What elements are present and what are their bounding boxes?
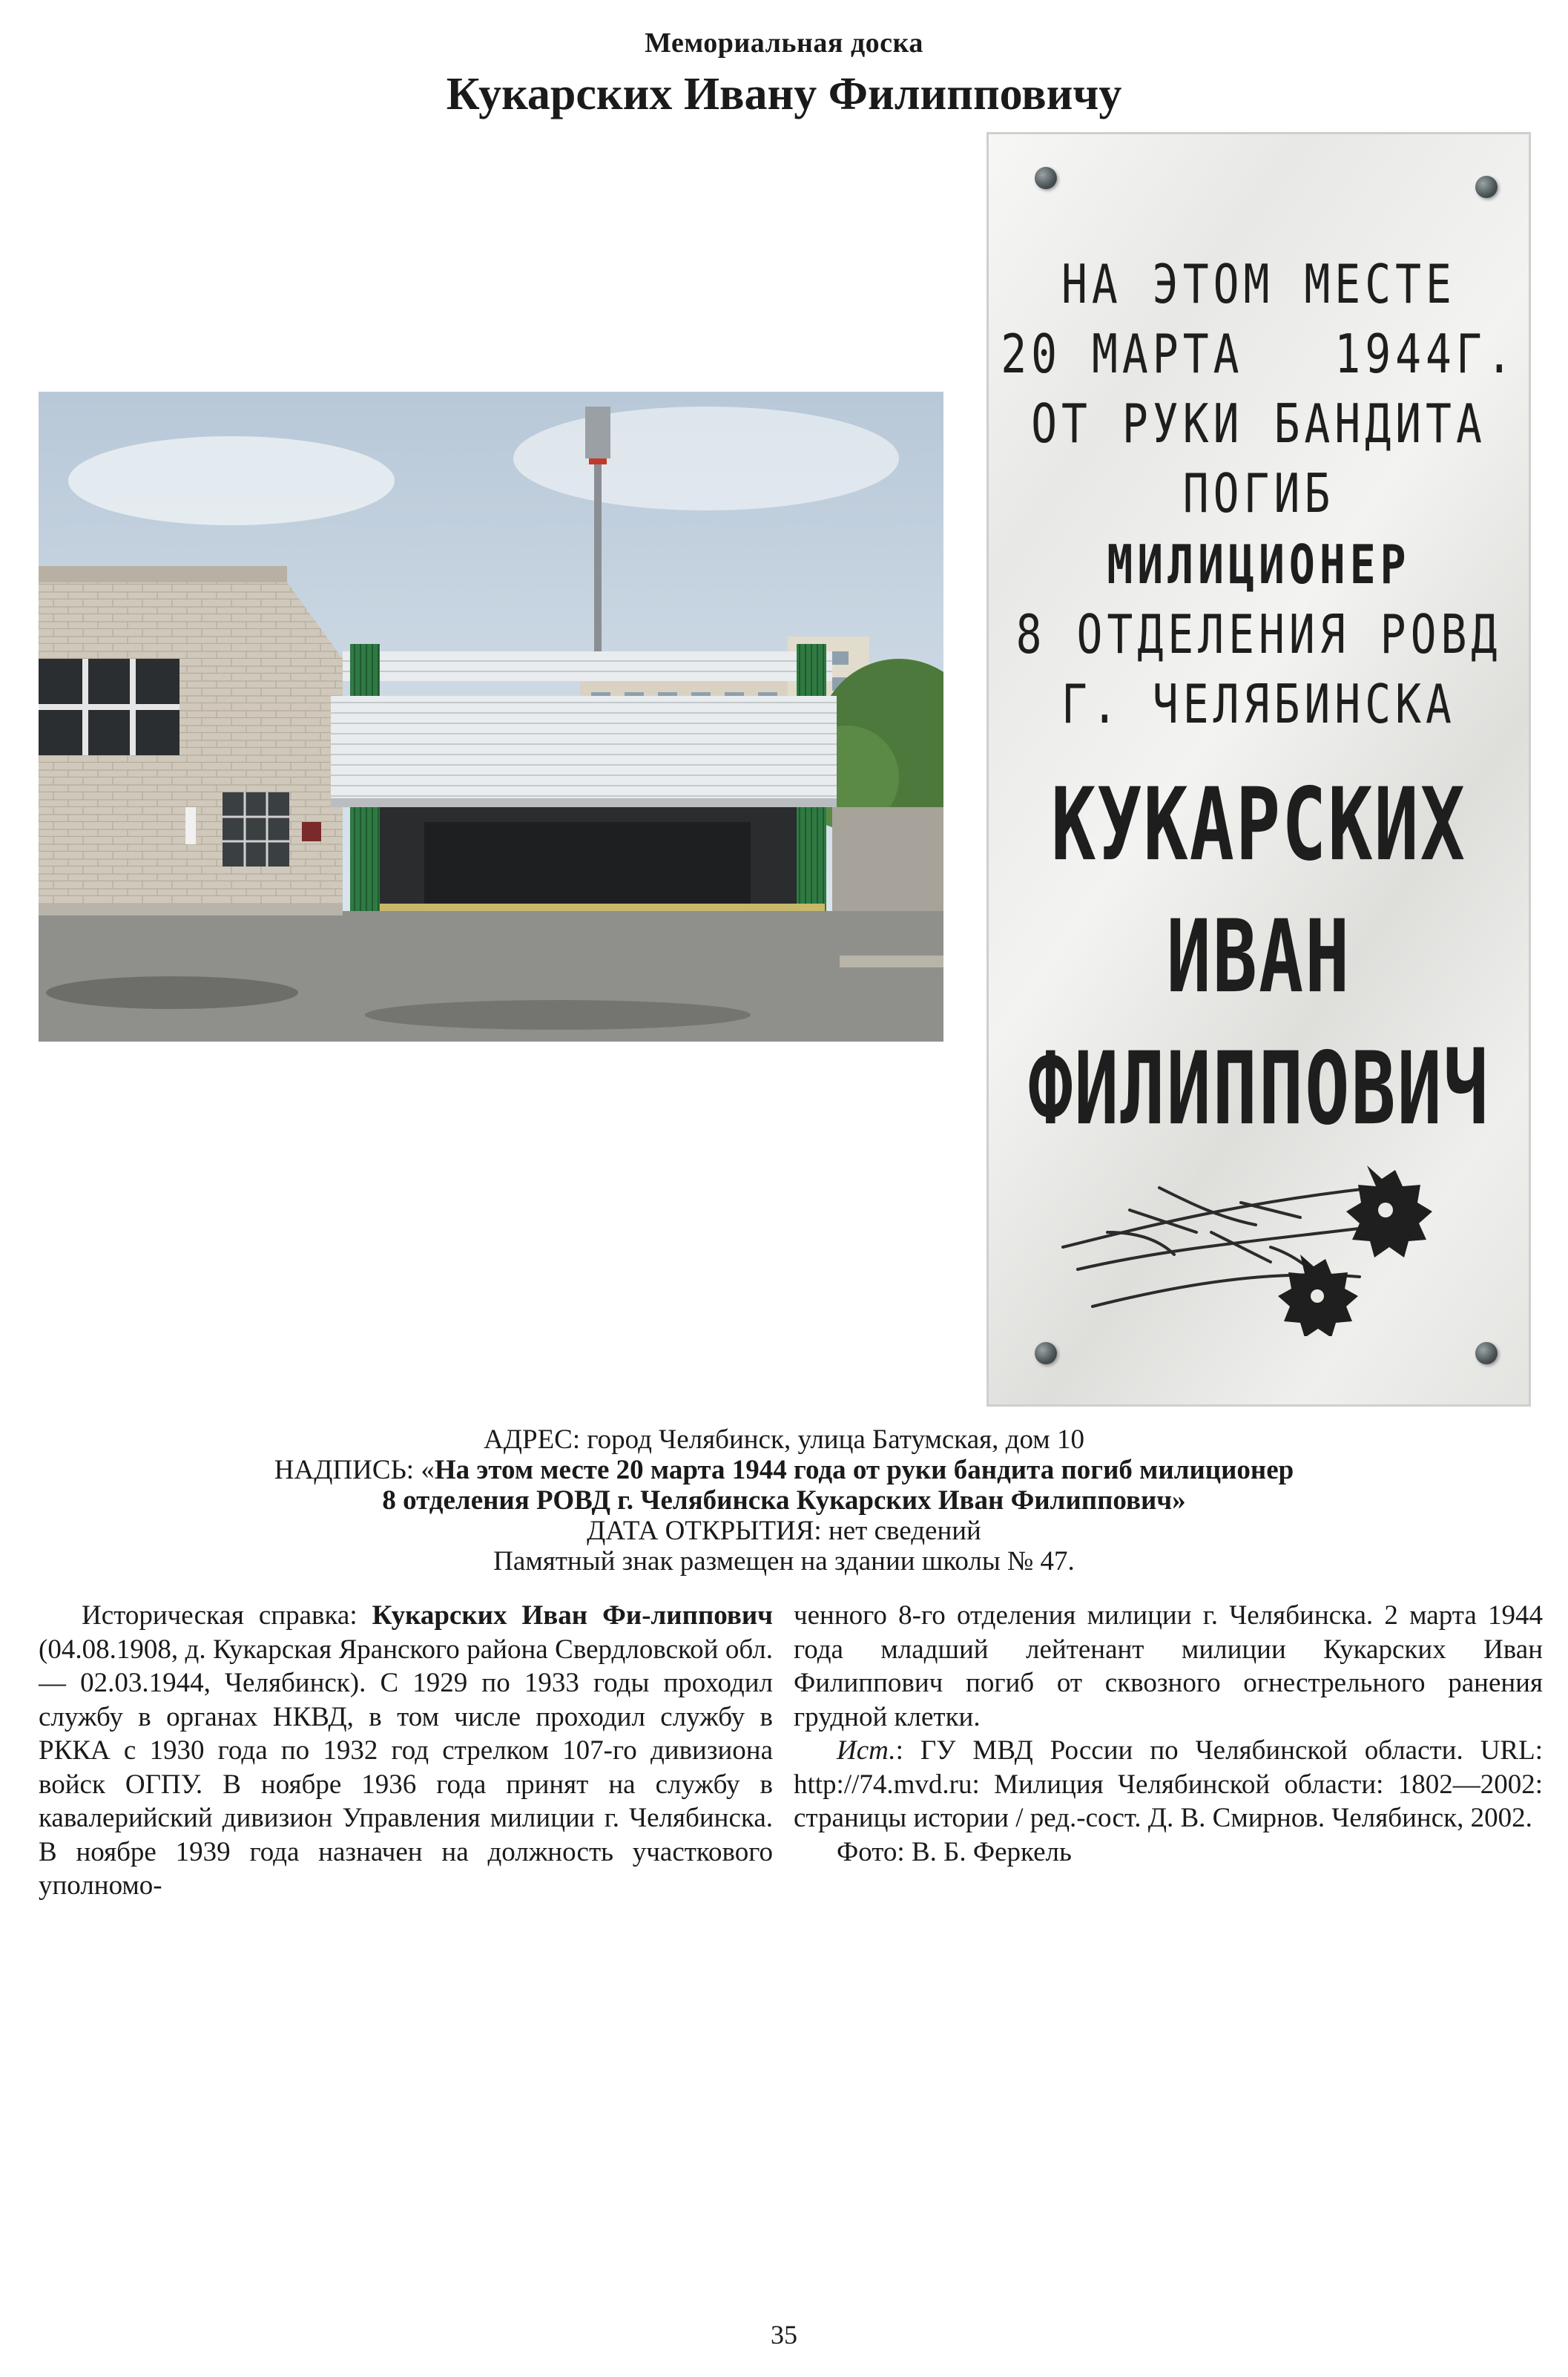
location-note: Памятный знак размещен на здании школы № 47. [493,1546,1075,1577]
inscription-text-2: 8 отделения РОВД г. Челябинска Кукарских Иван Филиппович» [382,1485,1186,1516]
address-value: город Челябинск, улица Батумская, дом 10 [587,1424,1084,1455]
memorial-plaque [986,132,1531,1407]
opening-value: нет сведений [828,1516,981,1546]
bolt-top-left [1035,167,1057,189]
building-photo [39,392,943,1042]
plaque-line-2: 20 МАРТА 1944Г. [1001,322,1517,386]
history-paragraph [39,1599,773,1903]
opening-label: ДАТА ОТКРЫТИЯ: [587,1516,822,1546]
history-column-right [794,1599,1543,1869]
inscription-line-2 [0,1485,1568,1516]
inscription-text-1: На этом месте 20 марта 1944 года от руки бандита погиб милиционер [434,1455,1294,1485]
address-label: АДРЕС: [484,1424,581,1455]
inscription-line-1 [0,1455,1568,1485]
bolt-bottom-right [1475,1342,1498,1364]
plaque-line-7: Г. ЧЕЛЯБИНСКА [1061,672,1456,736]
info-block [0,1424,1568,1577]
history-continuation: ченного 8-го отделения милиции г. Челябинска. 2 марта 1944 года младший лейтенант милиции Кукарских Иван Филиппович погиб от сквозного огнестрельного ранения грудной клетки. [794,1600,1543,1732]
opening-date-line [0,1516,1568,1546]
photo-credit: Фото: В. Б. Феркель [837,1836,1072,1867]
sources-paragraph [794,1734,1543,1835]
sources-label: Ист. [837,1735,896,1766]
plaque-line-1: НА ЭТОМ МЕСТЕ [1061,252,1456,316]
sources-text: : ГУ МВД России по Челябинской области. URL: http://74.mvd.ru: Милиция Челябинской области: 1802—2002: страницы истории / ред.-сост. Д. В. Смирнов. Челябинск, 2002. [794,1735,1543,1833]
page-number: 35 [771,2320,797,2350]
history-label: Историческая справка: [82,1600,372,1631]
history-column-left [39,1599,773,1903]
plaque-line-6: 8 ОТДЕЛЕНИЯ РОВД [1015,602,1502,666]
history-body: (04.08.1908, д. Кукарская Яранского района Свердловской обл. — 02.03.1944, Челябинск). С 1929 по 1933 годы проходил службу в органах НКВД, в том числе проходил службу в РККА с 1930 года по 1932 год стрелком 107-го дивизиона войск ОГПУ. В ноябре 1936 года принят на службу в кавалерийский дивизион Управления милиции г. Челябинска. В ноябре 1939 года назначен на должность участкового уполномо- [39,1634,773,1901]
plaque-surname: КУКАРСКИХ [1051,766,1466,884]
bolt-bottom-left [1035,1342,1057,1364]
bolt-top-right [1475,176,1498,198]
plaque-line-5: МИЛИЦИОНЕР [1107,533,1411,596]
address-line [0,1424,1568,1455]
building-photo-drawing [39,392,943,1042]
inscription-label: НАДПИСЬ: « [274,1455,435,1485]
carnation-flowers-icon [1048,1158,1478,1336]
page-subtitle: Мемориальная доска [645,27,923,59]
page-title: Кукарских Ивану Филипповичу [446,69,1122,119]
plaque-patronymic: ФИЛИППОВИЧ [1027,1030,1490,1148]
plaque-first-name: ИВАН [1166,898,1351,1016]
plaque-line-4: ПОГИБ [1182,461,1335,525]
history-name: Кукарских Иван Фи-липпович [372,1600,774,1631]
plaque-line-3: ОТ РУКИ БАНДИТА [1031,392,1486,456]
